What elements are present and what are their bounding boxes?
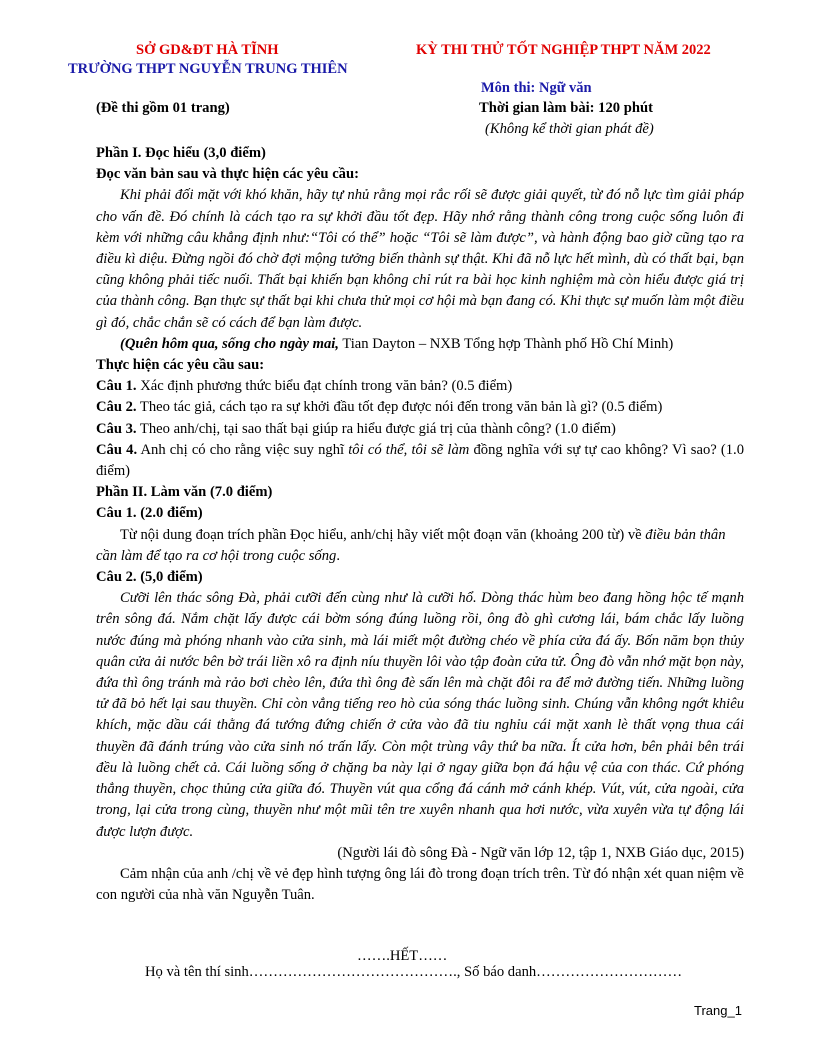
question-2 [96, 397, 744, 418]
literary-excerpt: Cưỡi lên thác sông Đà, phải cưỡi đến cùng như là cưỡi hổ. Dòng thác hùm beo đang hồng hộc tế mạnh trên sông đá. Nắm chặt lấy được cái bờm sóng đúng luồng rồi, ông đò ghì cương lái, bám chắc lấy luồng nước đúng mà phóng nhanh vào cửa sinh, mà lái miết một đường chéo về phía cửa đá ấy. Bốn năm bọn thủy quân cửa ải nước bên bờ trái liền xô ra định níu thuyền lôi vào tập đoàn cửa tử. Ông đò vẫn nhớ mặt bọn này, đứa thì ông tránh mà rảo bơi chèo lên, đứa thì ông đè sấn lên mà chặt đôi ra để mở đường tiến. Những luồng tử đã bỏ hết lại sau thuyền. Chỉ còn vẳng tiếng reo hò của sóng thác luồng sinh. Chúng vẫn không ngớt khiêu khích, mặc dầu cái thằng đá tướng đứng chiến ở cửa vào đã tiu nghỉu cái mặt xanh lè thất vọng thua cái thuyền đã đánh trúng vào cửa sinh nó trấn lấy. Còn một trùng vây thứ ba nữa. Ít cửa hơn, bên phải bên trái đều là luồng chết cả. Cái luồng sống ở chặng ba này lại ở ngay giữa bọn đá hậu vệ của con thác. Cứ phóng thẳng thuyền, chọc thủng cửa giữa đó. Thuyền vút qua cổng đá cánh mở cánh khép. Vút, vút, cửa ngoài, cửa trong, lại cửa trong cùng, thuyền như một mũi tên tre xuyên nhanh qua hơi nước, vừa xuyên vừa tự động lái được lượn được. [96, 590, 744, 840]
question-1-text: Xác định phương thức biểu đạt chính trong văn bản? (0.5 điểm) [136, 378, 513, 395]
question-3 [96, 419, 744, 440]
question-4-label: Câu 4. [96, 441, 138, 458]
essay-1-pre: Từ nội dung đoạn trích phần Đọc hiểu, anh/chị hãy viết một đoạn văn (khoảng 200 từ) về [120, 526, 646, 543]
question-1-label: Câu 1. [96, 378, 137, 395]
excerpt-source: (Người lái đò sông Đà - Ngữ văn lớp 12, tập 1, NXB Giáo dục, 2015) [337, 844, 744, 861]
part2-title: Phần II. Làm văn (7.0 điểm) [96, 484, 273, 501]
time-limit: Thời gian làm bài: 120 phút [479, 100, 653, 116]
essay-1-title: Câu 1. (2.0 điểm) [96, 505, 203, 522]
question-4-italic: tôi có thể, tôi sẽ làm [348, 441, 470, 458]
question-3-text: Theo anh/chị, tại sao thất bại giúp ra hiểu được giá trị của thành công? (1.0 điểm) [136, 420, 616, 437]
question-3-label: Câu 3. [96, 420, 137, 437]
passage-source [96, 334, 744, 355]
page-number: Trang_1 [694, 1003, 742, 1018]
question-4-pre: Anh chị có cho rằng việc suy nghĩ [137, 441, 349, 458]
reading-passage: Khi phải đối mặt với khó khăn, hãy tự nhủ rằng mọi rắc rối sẽ được giải quyết, từ đó nỗ lực tìm giải pháp cho vấn đề. Đó chính là cách tạo ra sự khởi đầu tốt đẹp. Hãy nhớ rằng thành công trong cuộc sống luôn đi kèm với những câu khẳng định như:“Tôi có thể” hoặc “Tôi sẽ làm được”, và hành động bao giờ cũng tạo ra điều kì diệu. Đừng ngồi đó chờ đợi mộng tưởng biến thành sự thật. Khi đã nỗ lực hết mình, dù có thất bại, bạn cũng không phải tiếc nuối. Thất bại khiến bạn không chỉ rút ra bài học kinh nghiệm mà còn hiểu được giá trị của thành công. Bạn thực sự thất bại khi chưa thử mọi cơ hội mà bạn đang có. Khi thực sự muốn làm một điều gì đó, chắc chắn sẽ có cách để bạn làm được. [96, 187, 744, 331]
part1-title: Phần I. Đọc hiểu (3,0 điểm) [96, 145, 266, 161]
question-1 [96, 376, 744, 397]
essay-2-title: Câu 2. (5,0 điểm) [96, 569, 203, 586]
source-title: (Quên hôm qua, sống cho ngày mai, [120, 335, 339, 352]
candidate-info-line: Họ và tên thí sinh……………………………………., Số báo danh………………………… [145, 964, 683, 980]
exam-title: KỲ THI THỬ TỐT NGHIỆP THPT NĂM 2022 [416, 42, 711, 58]
exam-body [96, 143, 744, 906]
tasks-title: Thực hiện các yêu cầu sau: [96, 357, 265, 374]
essay-1-italic: điều bản thân cần làm để tạo ra cơ hội trong cuộc sống [96, 526, 726, 564]
end-marker: …….HẾT…… [357, 948, 448, 964]
time-note: (Không kể thời gian phát đề) [485, 121, 654, 137]
pages-note: (Đề thi gồm 01 trang) [96, 100, 230, 116]
question-4-post: đồng nghĩa với sự tự cao không? Vì sao? (1.0 điểm) [96, 441, 745, 480]
school-name: TRƯỜNG THPT NGUYỄN TRUNG THIÊN [68, 61, 348, 77]
source-publisher: Tian Dayton – NXB Tổng hợp Thành phố Hồ Chí Minh) [338, 335, 674, 352]
essay-1-prompt [96, 525, 744, 567]
part1-instruction: Đọc văn bản sau và thực hiện các yêu cầu: [96, 166, 359, 183]
subject-line: Môn thi: Ngữ văn [481, 80, 592, 96]
question-4 [96, 440, 744, 482]
essay-2-task: Cảm nhận của anh /chị về vẻ đẹp hình tượng ông lái đò trong đoạn trích trên. Từ đó nhận xét quan niệm về con người của nhà văn Nguyễn Tuân. [96, 865, 744, 904]
question-2-text: Theo tác giả, cách tạo ra sự khởi đầu tốt đẹp được nói đến trong văn bản là gì? (0.5 điểm) [136, 399, 663, 416]
question-2-label: Câu 2. [96, 399, 137, 416]
essay-1-post: . [336, 547, 340, 564]
department-name: SỞ GD&ĐT HÀ TĨNH [136, 42, 279, 58]
